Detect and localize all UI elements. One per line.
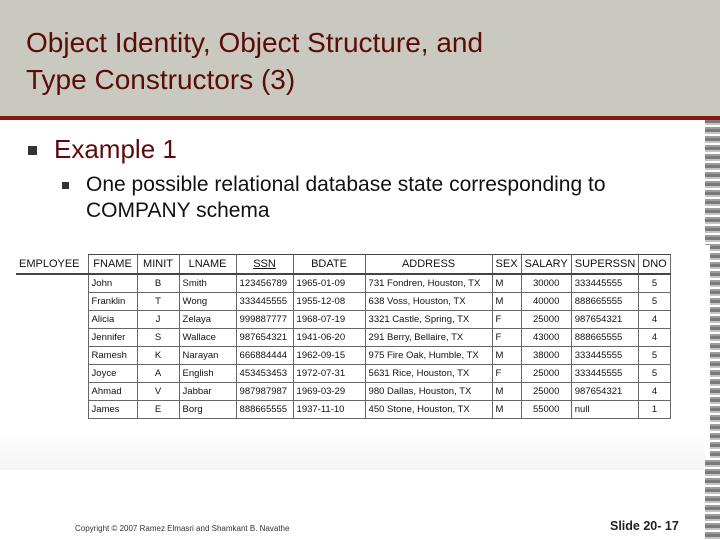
cell: 1 <box>639 401 670 419</box>
cell: 638 Voss, Houston, TX <box>365 293 492 311</box>
employee-table <box>16 254 671 419</box>
cell: M <box>492 401 521 419</box>
cell: 333445555 <box>236 293 293 311</box>
cell: 987987987 <box>236 383 293 401</box>
cell: B <box>137 274 179 293</box>
col-header: SALARY <box>521 255 571 275</box>
cell: null <box>571 401 639 419</box>
cell: 888665555 <box>571 293 639 311</box>
cell: T <box>137 293 179 311</box>
cell: 731 Fondren, Houston, TX <box>365 274 492 293</box>
bullet-description: One possible relational database state corresponding to COMPANY schema <box>86 173 606 222</box>
cell: 291 Berry, Bellaire, TX <box>365 329 492 347</box>
cell: 987654321 <box>571 383 639 401</box>
cell: 43000 <box>521 329 571 347</box>
col-header: DNO <box>639 255 670 275</box>
cell: English <box>179 365 236 383</box>
employee-table-figure <box>8 245 710 460</box>
col-header: MINIT <box>137 255 179 275</box>
cell: Jennifer <box>88 329 137 347</box>
cell: V <box>137 383 179 401</box>
cell: M <box>492 347 521 365</box>
cell: Wong <box>179 293 236 311</box>
cell: John <box>88 274 137 293</box>
cell: 450 Stone, Houston, TX <box>365 401 492 419</box>
cell: 38000 <box>521 347 571 365</box>
bullet-square-icon <box>28 146 37 155</box>
cell: 25000 <box>521 365 571 383</box>
cell: Ramesh <box>88 347 137 365</box>
table-row <box>16 347 670 365</box>
cell: 5 <box>639 365 670 383</box>
cell: Ahmad <box>88 383 137 401</box>
cell: Wallace <box>179 329 236 347</box>
cell: 4 <box>639 329 670 347</box>
col-header: SEX <box>492 255 521 275</box>
cell: 453453453 <box>236 365 293 383</box>
cell: 333445555 <box>571 274 639 293</box>
col-header: BDATE <box>293 255 365 275</box>
cell: 1969-03-29 <box>293 383 365 401</box>
table-row <box>16 274 670 293</box>
sub-bullet-square-icon <box>62 182 69 189</box>
cell: J <box>137 311 179 329</box>
cell: 5 <box>639 293 670 311</box>
slide-number: Slide 20- 17 <box>610 519 679 533</box>
cell: 40000 <box>521 293 571 311</box>
cell: 1937-11-10 <box>293 401 365 419</box>
cell: Borg <box>179 401 236 419</box>
cell: K <box>137 347 179 365</box>
cell: 975 Fire Oak, Humble, TX <box>365 347 492 365</box>
cell: Jabbar <box>179 383 236 401</box>
cell: 1968-07-19 <box>293 311 365 329</box>
cell: 333445555 <box>571 347 639 365</box>
title-bar <box>0 0 720 116</box>
table-row <box>16 311 670 329</box>
table-row <box>16 365 670 383</box>
cell: M <box>492 293 521 311</box>
cell: 888665555 <box>571 329 639 347</box>
cell: Zelaya <box>179 311 236 329</box>
cell: 3321 Castle, Spring, TX <box>365 311 492 329</box>
cell: 1955-12-08 <box>293 293 365 311</box>
cell: 987654321 <box>571 311 639 329</box>
slide-title: Object Identity, Object Structure, and Type Constructors (3) <box>26 27 484 95</box>
col-header-key: SSN <box>236 255 293 275</box>
cell: A <box>137 365 179 383</box>
col-header: FNAME <box>88 255 137 275</box>
table-row <box>16 329 670 347</box>
cell: 1972-07-31 <box>293 365 365 383</box>
cell: 25000 <box>521 383 571 401</box>
cell: M <box>492 383 521 401</box>
table-row <box>16 383 670 401</box>
cell: 55000 <box>521 401 571 419</box>
col-header: ADDRESS <box>365 255 492 275</box>
cell: Narayan <box>179 347 236 365</box>
cell: F <box>492 365 521 383</box>
cell: 1965-01-09 <box>293 274 365 293</box>
bullet-example: Example 1 <box>54 134 177 164</box>
cell: E <box>137 401 179 419</box>
cell: 888665555 <box>236 401 293 419</box>
fade-overlay <box>0 430 705 470</box>
cell: 5 <box>639 347 670 365</box>
cell: Franklin <box>88 293 137 311</box>
relation-name: EMPLOYEE <box>16 255 88 275</box>
cell: 30000 <box>521 274 571 293</box>
cell: 5631 Rice, Houston, TX <box>365 365 492 383</box>
table-header-row <box>16 255 670 275</box>
table-row <box>16 293 670 311</box>
cell: 987654321 <box>236 329 293 347</box>
cell: F <box>492 329 521 347</box>
cell: M <box>492 274 521 293</box>
cell: 333445555 <box>571 365 639 383</box>
cell: Smith <box>179 274 236 293</box>
cell: S <box>137 329 179 347</box>
table-row <box>16 401 670 419</box>
cell: 4 <box>639 311 670 329</box>
cell: Joyce <box>88 365 137 383</box>
cell: 25000 <box>521 311 571 329</box>
cell: Alicia <box>88 311 137 329</box>
cell: 666884444 <box>236 347 293 365</box>
cell: 980 Dallas, Houston, TX <box>365 383 492 401</box>
cell: 123456789 <box>236 274 293 293</box>
cell: F <box>492 311 521 329</box>
cell: 1962-09-15 <box>293 347 365 365</box>
cell: 999887777 <box>236 311 293 329</box>
cell: 4 <box>639 383 670 401</box>
cell: James <box>88 401 137 419</box>
col-header: LNAME <box>179 255 236 275</box>
title-divider <box>0 116 720 120</box>
cell: 5 <box>639 274 670 293</box>
col-header: SUPERSSN <box>571 255 639 275</box>
cell: 1941-06-20 <box>293 329 365 347</box>
copyright-text: Copyright © 2007 Ramez Elmasri and Shamkant B. Navathe <box>75 524 290 533</box>
